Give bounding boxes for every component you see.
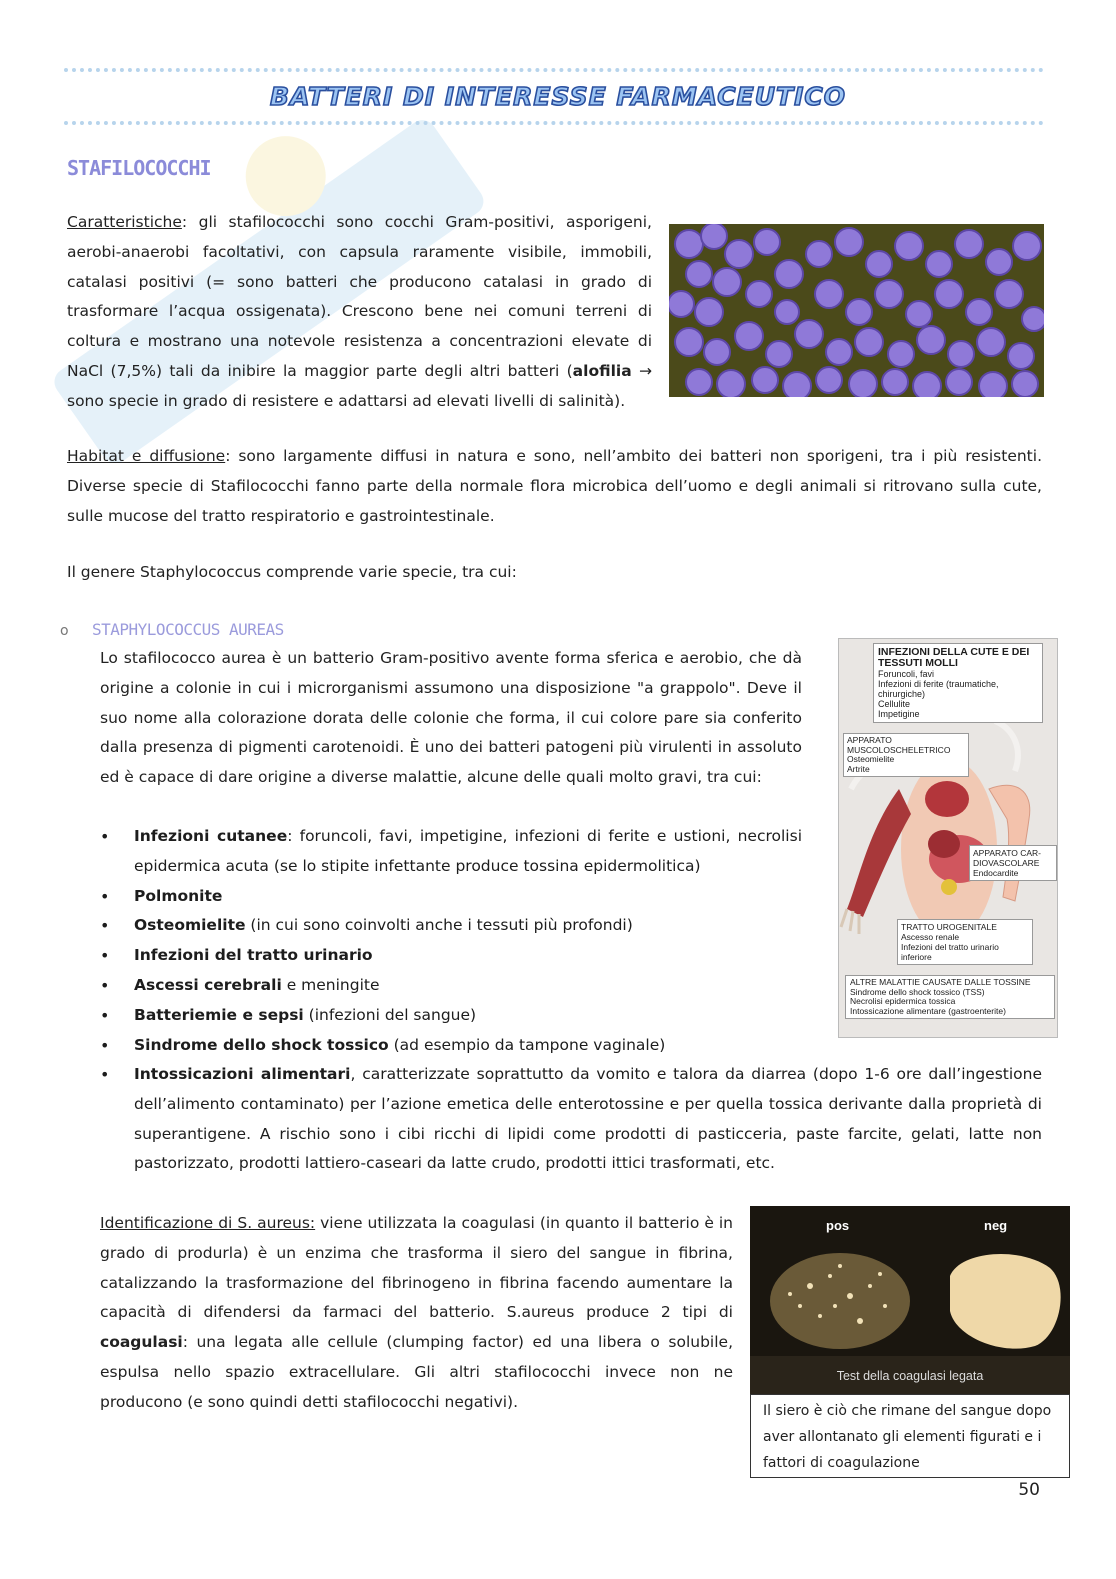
list-item: • Infezioni cutanee: foruncoli, favi, impetigine, infezioni di ferite e ustioni, necrolisi epidermica acuta (se lo stipite infettante produce tossina epidermolitica) [100, 822, 802, 882]
list-item: • Ascessi cerebrali e meningite [100, 971, 802, 1001]
list-item: • Batteriemie e sepsi (infezioni del sangue) [100, 1001, 802, 1031]
staph-aureus-heading: STAPHYLOCOCCUS AUREAS [92, 620, 284, 639]
diseases-list-a [100, 822, 802, 1060]
page-number: 50 [1018, 1480, 1040, 1500]
pos-label: pos [826, 1218, 850, 1233]
page-title: BATTERI DI INTERESSE FARMACEUTICO [270, 82, 846, 111]
subsection-bullet: o [60, 623, 69, 639]
habitat-text: : sono largamente diffusi in natura e sono, nell’ambito dei batteri non sporigeni, tra i più resistenti. Diverse specie di Stafilococchi fanno parte della normale flora microbica dell’uomo e degli animali si ritrovano sulla cute, sulle mucose del tratto respiratorio e gastrointestinale. [67, 447, 1042, 525]
list-item: • Sindrome dello shock tossico (ad esempio da tampone vaginale) [100, 1031, 802, 1061]
skin-infections-box: INFEZIONI DELLA CUTE E DEI TESSUTI MOLLI Foruncoli, favi Infezioni di ferite (traumatiche, chirurgiche) Cellulite Impetigine [873, 643, 1043, 723]
caratteristiche-label: Caratteristiche [67, 213, 182, 231]
list-item: • Infezioni del tratto urinario [100, 941, 802, 971]
caratteristiche-paragraph [67, 208, 652, 417]
cardiovascular-box: APPARATO CAR-DIOVASCOLARE Endocardite [969, 845, 1057, 881]
musculoskeletal-box: APPARATO MUSCOLOSCHELETRICO Osteomielite Artrite [843, 733, 969, 777]
infection-sites-diagram [838, 638, 1058, 1038]
caratteristiche-text: : gli stafilococchi sono cocchi Gram-positivi, asporigeni, aerobi-anaerobi facoltativi, con capsula raramente visibile, immobili, catalasi positivi (= sono batteri che producono catalasi in grado di trasformare l’acqua ossigenata). Crescono bene nei comuni terreni di coltura e mostrano una notevole resistenza a concentrazioni elevate di NaCl (7,5%) tali da inibire la maggior parte degli altri batteri ( [67, 213, 652, 380]
list-item: • Osteomielite (in cui sono coinvolti anche i tessuti più profondi) [100, 911, 802, 941]
urogenital-box: TRATTO UROGENITALE Ascesso renale Infezioni del tratto urinario inferiore [897, 919, 1033, 965]
list-item: • Polmonite [100, 882, 802, 912]
habitat-label: Habitat e diffusione [67, 447, 226, 465]
caratteristiche-tail: → sono specie in grado di resistere e adattarsi ad elevati livelli di salinità). [67, 361, 652, 410]
coagulase-slide-illustration [750, 1206, 1070, 1394]
identificazione-paragraph: Identificazione di S. aureus: viene utilizzata la coagulasi (in quanto il batterio è in grado di produrla) è un enzima che trasforma il siero del sangue in fibrina, catalizzando la trasformazione del fibrinogeno in fibrina facendo aumentare la capacità di difendersi da farmaci del batterio. S.aureus produce 2 tipi di coagulasi: una legata alle cellule (clumping factor) ed una libera o solubile, espulsa nello spazio extracellulare. Gli altri stafilococchi invece non ne producono (e sono quindi detti stafilococchi negativi). [100, 1214, 733, 1411]
section-title: STAFILOCOCCHI [67, 156, 211, 180]
list-item: • Intossicazioni alimentari, caratterizzate soprattutto da vomito e talora da diarrea (dopo 1-6 ore dall’ingestione dell’alimento contaminato) per l’azione emetica delle enterotossine e per quella tossica derivante dalla proprietà di superantigene. A rischio sono i cibi ricchi di lipidi come prodotti di pasticceria, paste farcite, gelati, latte non pastorizzato, prodotti lattiero-caseari da latte crudo, prodotti ittici trasformati, etc. [100, 1060, 1042, 1179]
genere-text: Il genere Staphylococcus comprende varie specie, tra cui: [67, 563, 517, 581]
header-divider-top [64, 68, 1044, 72]
coagulase-photo-caption: Test della coagulasi legata [836, 1369, 984, 1383]
toxin-diseases-box: ALTRE MALATTIE CAUSATE DALLE TOSSINE Sindrome dello shock tossico (TSS) Necrolisi epidermica tossica Intossicazione alimentare (gastroenterite) [845, 975, 1055, 1019]
diseases-list-b [100, 1060, 1042, 1179]
coagulasi-term: coagulasi [100, 1333, 183, 1352]
alofilia-term: alofilia [572, 361, 632, 380]
siero-note-text: Il siero è ciò che rimane del sangue dopo aver allontanato gli elementi figurati e i fattori di coagulazione [763, 1403, 1052, 1471]
aureus-intro: Lo stafilococco aurea è un batterio Gram-positivo avente forma sferica e aerobio, che dà origine a colonie in cui i microrganismi assumono una disposizione "a grappolo". Deve il suo nome alla colorazione dorata delle colonie che forma, il cui colore pare sia conferito dalla presenza di pigmenti carotenoidi. È uno dei batteri patogeni più virulenti in assoluto ed è capace di dare origine a diverse malattie, alcune delle quali molto gravi, tra cui: [100, 649, 802, 787]
staphylococcus-micrograph [669, 224, 1044, 397]
identificazione-label: Identificazione di S. aureus: [100, 1214, 316, 1232]
neg-label: neg [984, 1218, 1008, 1233]
siero-note-box [750, 1394, 1070, 1478]
coagulase-test-photo [750, 1206, 1070, 1394]
habitat-paragraph [67, 442, 1042, 531]
header-divider-bottom [64, 121, 1044, 125]
